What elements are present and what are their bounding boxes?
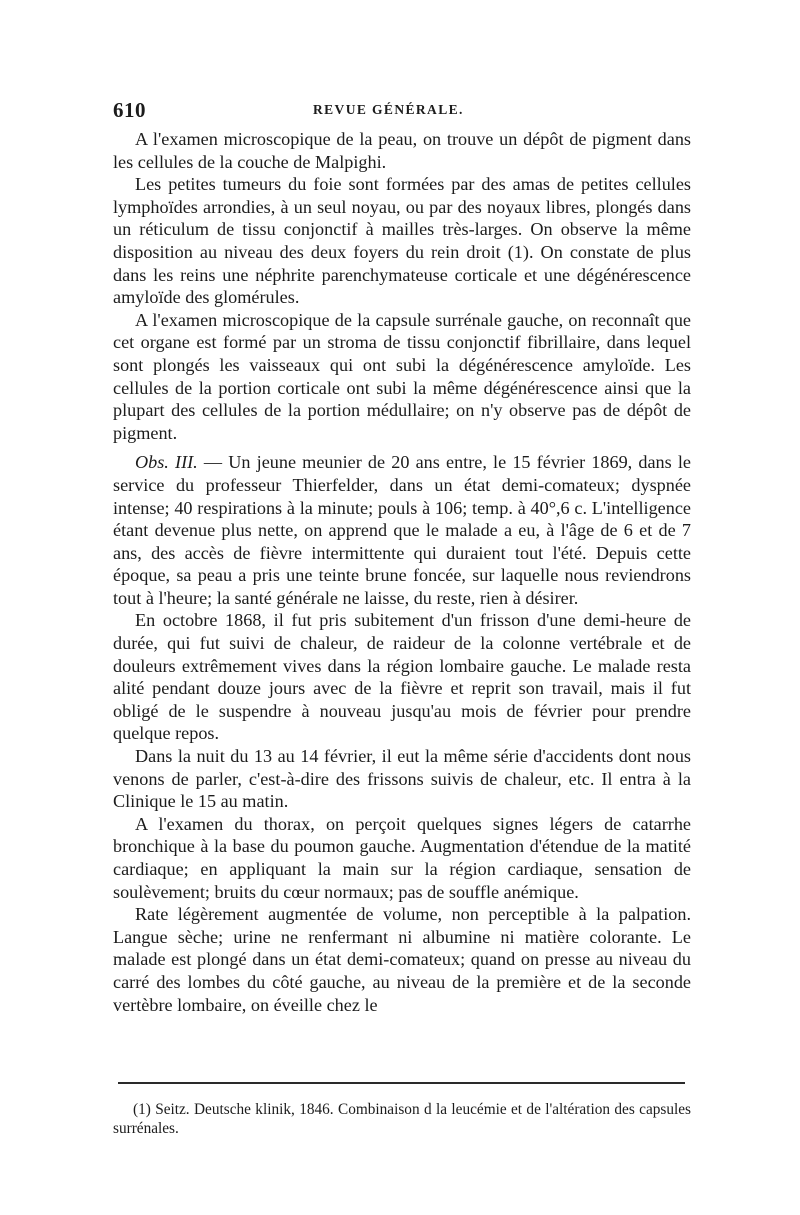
paragraph-adrenal-exam: A l'examen microscopique de la capsule surrénale gauche, on reconnaît que cet organe est formé par un stroma de tissu conjonctif fibrillaire, dans lequel sont plongés les vaisseaux qui ont subi la dégénérescence amyloïde. Les cellules de la portion corticale ont subi la même dégénérescence ainsi que la plupart des cellules de la portion médullaire; on n'y observe pas de dépôt de pigment.	[113, 309, 691, 443]
running-head: REVUE GÉNÉRALE.	[313, 102, 464, 117]
body-text	[113, 128, 691, 1016]
observation-text: — Un jeune meunier de 20 ans entre, le 15 février 1869, dans le service du professeur Thierfelder, dans un état demi-comateux; dyspnée intense; 40 respirations à la minute; pouls à 106; temp. à 40°,6 c. L'intelligence étant devenue plus nette, on apprend que le malade a eu, à l'âge de 6 et de 7 ans, des accès de fièvre intermittente qui duraient tout l'été. Depuis cette époque, sa peau a pris une teinte brune foncée, sur laquelle nous reviendrons tout à l'heure; la santé générale ne laisse, du reste, rien à désirer.	[113, 452, 692, 608]
page-number: 610	[113, 98, 146, 122]
footnote	[113, 1100, 691, 1138]
footnote-text: (1) Seitz. Deutsche klinik, 1846. Combinaison d la leucémie et de l'altération des capsules surrénales.	[113, 1101, 691, 1137]
paragraph-liver-tumours: Les petites tumeurs du foie sont formées par des amas de petites cellules lymphoïdes arrondies, à un seul noyau, ou par des noyaux libres, plongés dans un réticulum de tissu conjonctif à mailles très-larges. On observe la même disposition au niveau des deux foyers du rein droit (1). On constate de plus dans les reins une néphrite parenchymateuse corticale et une dégénérescence amyloïde des glomérules.	[113, 174, 691, 308]
paragraph-skin-exam: A l'examen microscopique de la peau, on trouve un dépôt de pigment dans les cellules de la couche de Malpighi.	[113, 129, 691, 172]
paragraph-spleen-exam: Rate légèrement augmentée de volume, non perceptible à la palpation. Langue sèche; urine ne renfermant ni albumine ni matière colorante. Le malade est plongé dans un état demi-comateux; quand on presse au niveau du carré des lombes du côté gauche, au niveau de la première et de la seconde vertèbre lombaire, on éveille chez le	[113, 904, 691, 1015]
paragraph-thorax-exam: A l'examen du thorax, on perçoit quelques signes légers de catarrhe bronchique à la base du poumon gauche. Augmentation d'étendue de la matité cardiaque; en appliquant la main sur la région cardiaque, sensation de soulèvement; bruits du cœur normaux; pas de souffle anémique.	[113, 813, 691, 902]
page-header	[113, 98, 691, 124]
paragraph-observation-3	[113, 451, 691, 609]
paragraph-october-1868: En octobre 1868, il fut pris subitement d'un frisson d'une demi-heure de durée, qui fut suivi de chaleur, de raideur de la colonne vertébrale et de douleurs extrêmement vives dans la région lombaire gauche. Le malade resta alité pendant douze jours avec de la fièvre et reprit son travail, mais il fut obligé de le suspendre à nouveau jusqu'au mois de février pour prendre quelque repos.	[113, 610, 691, 744]
observation-label: Obs. III.	[135, 452, 198, 473]
paragraph-february-night: Dans la nuit du 13 au 14 février, il eut la même série d'accidents dont nous venons de parler, c'est-à-dire des frissons suivis de chaleur, etc. Il entra à la Clinique le 15 au matin.	[113, 746, 691, 812]
footnote-rule	[118, 1082, 685, 1084]
